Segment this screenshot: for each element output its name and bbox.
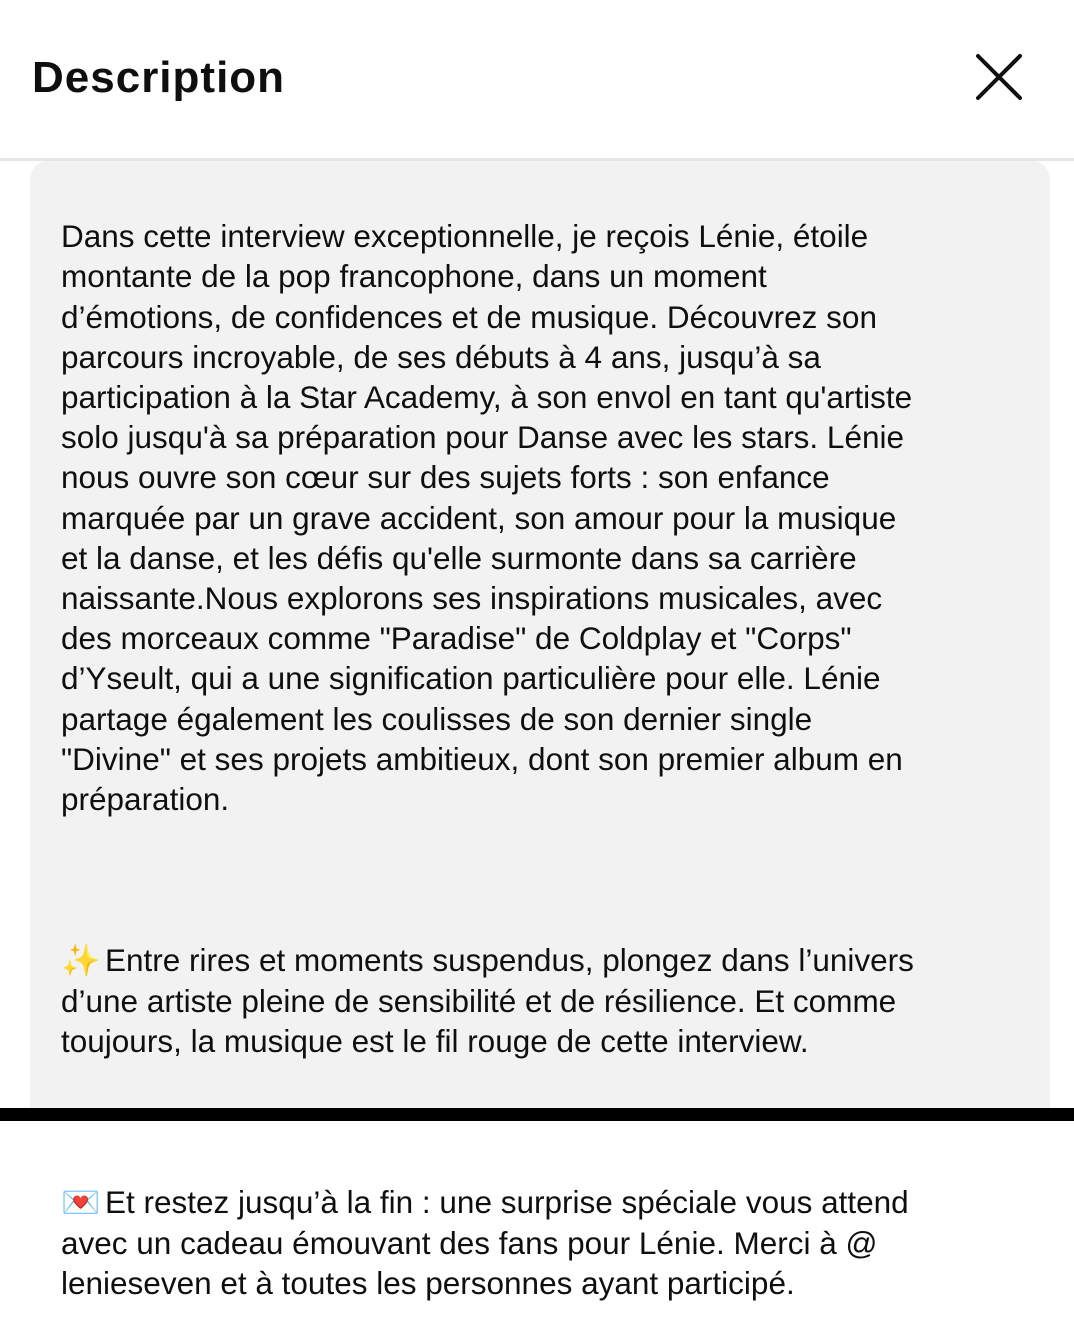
description-paragraph [61,1182,1041,1304]
description-text [61,176,1041,1344]
close-icon [974,52,1024,102]
description-paragraph-text: Entre rires et moments suspendus, plongez dans l’univers d’une artiste pleine de sensibilité et de résilience. Et comme toujours, la musique est le fil rouge de cette interview. [61,941,914,1060]
description-paragraph [61,940,1041,1062]
description-paragraph-text: Et restez jusqu’à la fin : une surprise spéciale vous attend avec un cadeau émouvant des fans pour Lénie. Merci à @ lenieseven et à toutes les personnes ayant participé. [61,1184,909,1302]
sparkles-icon: ✨ [61,942,101,979]
close-button[interactable] [966,44,1032,110]
bottom-edge-bar [0,1108,1074,1121]
sheet-header [0,0,1074,158]
description-paragraph: Dans cette interview exceptionnelle, je reçois Lénie, étoile montante de la pop francophone, dans un moment d’émotions, de confidences et de musique. Découvrez son parcours incroyable, de ses débuts à 4 ans, jusqu’à sa participation à la Star Academy, à son envol en tant qu'artiste solo jusqu'à sa préparation pour Danse avec les stars. Lénie nous ouvre son cœur sur des sujets forts : son enfance marquée par un grave accident, son amour pour la musique et la danse, et les défis qu'elle surmonte dans sa carrière naissante.Nous explorons ses inspirations musicales, avec des morceaux comme "Paradise" de Coldplay et "Corps" d’Yseult, qui a une signification particulière pour elle. Lénie partage également les coulisses de son dernier single "Divine" et ses projets ambitieux, dont son premier album en préparation. [61,218,913,818]
description-panel[interactable] [30,161,1050,1302]
page-title: Description [32,53,286,102]
love-letter-icon: 💌 [61,1185,101,1222]
